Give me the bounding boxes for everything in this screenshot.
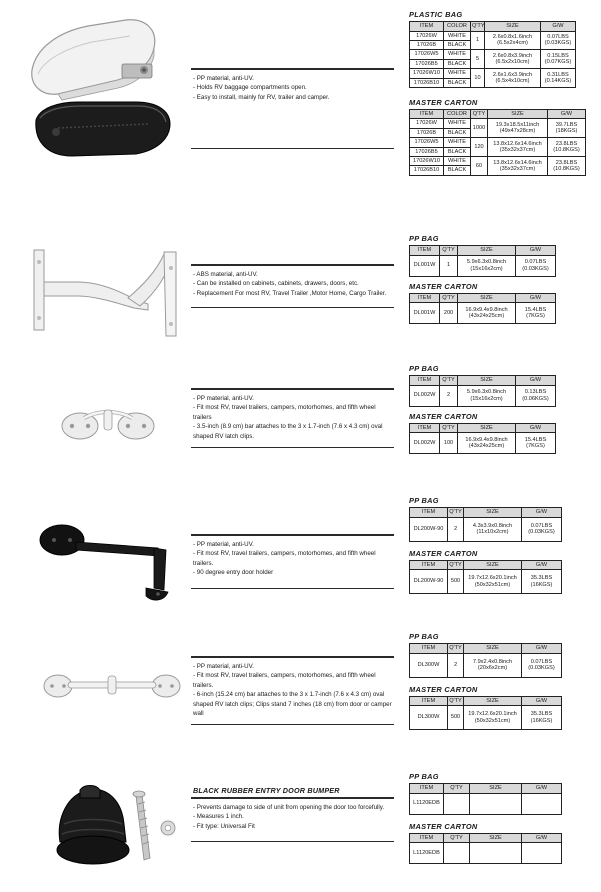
cell-qty: 2 bbox=[448, 653, 464, 677]
col-header: Q'TY bbox=[444, 784, 470, 794]
cell-item: DL002W bbox=[410, 385, 440, 406]
master-carton-table bbox=[409, 696, 562, 731]
cell-qty: 1 bbox=[440, 255, 458, 276]
cell-item: DL300W bbox=[410, 706, 448, 730]
col-header: ITEM bbox=[410, 508, 448, 518]
cell-color: BLACK bbox=[444, 59, 471, 68]
col-header: ITEM bbox=[410, 696, 448, 706]
master-carton-table bbox=[409, 833, 562, 865]
spec-tables-1 bbox=[409, 10, 584, 176]
cell-color: BLACK bbox=[444, 147, 471, 156]
col-header: Q'TY bbox=[440, 423, 458, 433]
col-header: ITEM bbox=[410, 293, 440, 303]
cell-qty: 60 bbox=[471, 157, 488, 176]
product-description-4 bbox=[191, 534, 394, 589]
col-header: G/W bbox=[522, 560, 562, 570]
cell-size: 13.8x12.6x14.6inch (35x32x37cm) bbox=[488, 138, 548, 157]
cell-size: 5.9x6.3x0.8inch (15x16x2cm) bbox=[458, 385, 516, 406]
bullet: - Prevents damage to side of unit from opening the door too forcefully. bbox=[193, 804, 385, 811]
cell-size: 19.7x12.6x20.1inch (50x32x51cm) bbox=[464, 706, 522, 730]
product-title: BLACK RUBBER ENTRY DOOR BUMPER bbox=[193, 786, 340, 795]
col-header: SIZE bbox=[485, 22, 541, 32]
col-header: ITEM bbox=[410, 22, 444, 32]
divider-bottom bbox=[191, 841, 394, 842]
cell-gw: 0.07LBS (0.03KGS) bbox=[541, 31, 576, 50]
table-title: PP BAG bbox=[409, 632, 439, 641]
cell-size: 7.9x2.4x0.8inch (20x6x2cm) bbox=[464, 653, 522, 677]
cell-gw: 0.31LBS (0.14KGS) bbox=[541, 69, 576, 88]
bullet: - 6-inch (15.24 cm) bar attaches to the 3 x 1.7-inch (7.6 x 4.3 cm) oval shaped RV latch clips; Clips stand 7 inches (18 cm) from door or camper wall bbox=[193, 691, 392, 718]
col-header: Q'TY bbox=[449, 697, 462, 704]
cell-size: 19.3x18.5x11inch (49x47x28cm) bbox=[488, 119, 548, 138]
col-header: SIZE bbox=[458, 423, 516, 433]
cell-item: DL002W bbox=[410, 433, 440, 454]
spec-tables-2 bbox=[409, 234, 584, 324]
divider-bottom bbox=[191, 148, 394, 149]
table-title: MASTER CARTON bbox=[409, 281, 478, 291]
cell-item: 17026B bbox=[410, 128, 444, 137]
cell-qty: 1000 bbox=[471, 119, 488, 138]
table-title: PP BAG bbox=[409, 772, 439, 781]
col-header: SIZE bbox=[470, 833, 522, 843]
table-title: MASTER CARTON bbox=[409, 684, 478, 694]
col-header: Q'TY bbox=[449, 561, 462, 568]
table-title: MASTER CARTON bbox=[409, 411, 478, 421]
cell-size: 5.9x6.3x0.8inch (15x16x2cm) bbox=[458, 255, 516, 276]
product-image-door-holder bbox=[18, 238, 188, 338]
table-title: PP BAG bbox=[409, 234, 439, 243]
cell-item: L1120EDB bbox=[410, 793, 444, 814]
cell-item: 17026W5 bbox=[410, 50, 444, 59]
cell-item: DL001W bbox=[410, 255, 440, 276]
pp-bag-table bbox=[409, 245, 556, 277]
cell-size: 19.7x12.6x20.1inch (50x32x51cm) bbox=[464, 570, 522, 594]
divider-bottom bbox=[191, 588, 394, 589]
col-header: Q'TY bbox=[449, 509, 462, 516]
cell-item: 17026B5 bbox=[410, 59, 444, 68]
spec-tables-4 bbox=[409, 496, 584, 594]
col-header: G/W bbox=[548, 109, 586, 119]
cell-gw: 0.07LBS (0.03KGS) bbox=[522, 517, 562, 541]
col-header: G/W bbox=[522, 833, 562, 843]
col-header: Q'TY bbox=[440, 293, 458, 303]
cell-qty: 10 bbox=[471, 69, 485, 88]
col-header: Q'TY bbox=[440, 246, 458, 256]
bullet: - Fit type: Universal Fit bbox=[193, 822, 255, 830]
cell-gw: 15.4LBS (7KGS) bbox=[516, 433, 556, 454]
pp-bag-table bbox=[409, 783, 562, 815]
col-header: ITEM bbox=[410, 423, 440, 433]
col-header: G/W bbox=[522, 644, 562, 654]
bullet: - ABS material, anti-UV. bbox=[193, 271, 258, 278]
cell-gw: 0.07LBS (0.03KGS) bbox=[516, 255, 556, 276]
cell-item: 17026W bbox=[410, 31, 444, 40]
cell-color: BLACK bbox=[444, 40, 471, 49]
cell-item: 17026B bbox=[410, 40, 444, 49]
bullet: - Replacement For most RV, Travel Trailer ,Motor Home, Cargo Trailer. bbox=[193, 289, 387, 297]
cell-item: 17026B10 bbox=[410, 78, 444, 87]
col-header: ITEM bbox=[410, 109, 444, 119]
cell-gw: 23.8LBS (10.8KGS) bbox=[548, 157, 586, 176]
cell-gw: 0.13LBS (0.06KGS) bbox=[516, 385, 556, 406]
table-title: MASTER CARTON bbox=[409, 821, 478, 831]
cell-item: L1120EDB bbox=[410, 843, 444, 864]
product-description-6 bbox=[191, 782, 394, 842]
table-title: MASTER CARTON bbox=[409, 548, 478, 558]
cell-qty: 200 bbox=[440, 303, 458, 324]
cell-item: DL200W-90 bbox=[410, 517, 448, 541]
cell-size bbox=[470, 843, 522, 864]
cell-item: 17026B5 bbox=[410, 147, 444, 156]
divider-bottom bbox=[191, 307, 394, 308]
table-title: PP BAG bbox=[409, 364, 439, 373]
product-description-3 bbox=[191, 388, 394, 448]
cell-qty: 5 bbox=[471, 50, 485, 69]
bullet: - Holds RV baggage compartments open. bbox=[193, 84, 307, 92]
product-image-90-degree-door-holder bbox=[18, 510, 188, 610]
col-header: Q'TY bbox=[444, 833, 470, 843]
col-header: SIZE bbox=[458, 246, 516, 256]
product-description-2 bbox=[191, 264, 394, 308]
cell-qty: 1 bbox=[471, 31, 485, 50]
cell-qty: 100 bbox=[440, 433, 458, 454]
product-image-rubber-door-bumper bbox=[18, 768, 188, 876]
col-header: G/W bbox=[516, 423, 556, 433]
col-header: G/W bbox=[516, 376, 556, 386]
bullet: - Easy to install, mainly for RV, trailer and camper. bbox=[193, 93, 330, 101]
cell-color: BLACK bbox=[444, 78, 471, 87]
cell-gw: 39.7LBS (18KGS) bbox=[548, 119, 586, 138]
bullet: - Fit most RV, travel trailers, campers, motorhomes, and fifth wheel trailers. bbox=[193, 550, 376, 567]
cell-item: DL200W-90 bbox=[410, 570, 448, 594]
cell-qty: 2 bbox=[448, 517, 464, 541]
spec-tables-6 bbox=[409, 772, 584, 864]
cell-gw: 23.8LBS (10.8KGS) bbox=[548, 138, 586, 157]
col-header: G/W bbox=[522, 508, 562, 518]
cell-item: 17026W bbox=[410, 119, 444, 128]
master-carton-table bbox=[409, 423, 556, 455]
pp-bag-table bbox=[409, 507, 562, 542]
col-header: G/W bbox=[516, 293, 556, 303]
cell-size: 4.3x3.9x0.8inch (11x10x2cm) bbox=[464, 517, 522, 541]
cell-gw: 35.3LBS (16KGS) bbox=[522, 706, 562, 730]
product-image-latch-clip-long bbox=[18, 650, 188, 720]
cell-item: 17026B10 bbox=[410, 166, 444, 175]
product-image-baggage-door-catch bbox=[18, 8, 188, 158]
cell-gw bbox=[522, 793, 562, 814]
col-header: SIZE bbox=[470, 784, 522, 794]
col-header: ITEM bbox=[410, 376, 440, 386]
cell-size: 2.6x1.6x3.9inch (6.5x4x10cm) bbox=[485, 69, 541, 88]
col-header: SIZE bbox=[464, 696, 522, 706]
cell-qty: 500 bbox=[448, 570, 464, 594]
bullet: - PP material, anti-UV. bbox=[193, 395, 254, 402]
bullet: - 3.5-inch (8.9 cm) bar attaches to the 3 x 1.7-inch (7.6 x 4.3 cm) oval shaped RV latch clips. bbox=[193, 423, 383, 440]
table-title: MASTER CARTON bbox=[409, 97, 478, 107]
cell-color: WHITE bbox=[444, 31, 471, 40]
divider-bottom bbox=[191, 447, 394, 448]
col-header: Q'TY bbox=[440, 376, 458, 386]
cell-color: WHITE bbox=[444, 138, 471, 147]
cell-item: 17026W5 bbox=[410, 138, 444, 147]
bullet: - Fit most RV, travel trailers, campers, motorhomes, and fifth wheel trailers bbox=[193, 404, 376, 421]
cell-size bbox=[470, 793, 522, 814]
pp-bag-table bbox=[409, 375, 556, 407]
cell-gw: 0.07LBS (0.03KGS) bbox=[522, 653, 562, 677]
cell-qty: 2 bbox=[440, 385, 458, 406]
bullet: - PP material, anti-UV. bbox=[193, 75, 254, 82]
cell-qty bbox=[444, 843, 470, 864]
col-header: Q'TY bbox=[449, 645, 462, 652]
cell-item: 17026W10 bbox=[410, 69, 444, 78]
col-header: ITEM bbox=[410, 784, 444, 794]
cell-color: WHITE bbox=[444, 157, 471, 166]
col-header: COLOR bbox=[444, 22, 471, 32]
cell-qty: 500 bbox=[448, 706, 464, 730]
col-header: Q'TY bbox=[471, 109, 488, 119]
col-header: SIZE bbox=[464, 644, 522, 654]
col-header: G/W bbox=[541, 22, 576, 32]
bullet: - Can be installed on cabinets, cabinets, drawers, doors, etc. bbox=[193, 280, 359, 288]
cell-size: 16.9x9.4x9.8inch (43x24x25cm) bbox=[458, 433, 516, 454]
cell-color: WHITE bbox=[444, 69, 471, 78]
cell-size: 13.8x12.6x14.6inch (35x32x37cm) bbox=[488, 157, 548, 176]
col-header: ITEM bbox=[410, 246, 440, 256]
cell-color: WHITE bbox=[444, 50, 471, 59]
product-description-5 bbox=[191, 656, 394, 725]
bullet: - Fit most RV, travel trailers, campers, motorhomes, and fifth wheel trailers. bbox=[193, 672, 376, 689]
col-header: SIZE bbox=[458, 293, 516, 303]
col-header: ITEM bbox=[410, 833, 444, 843]
col-header: SIZE bbox=[488, 109, 548, 119]
col-header: SIZE bbox=[458, 376, 516, 386]
col-header: G/W bbox=[522, 696, 562, 706]
cell-item: DL001W bbox=[410, 303, 440, 324]
plastic-bag-table bbox=[409, 21, 576, 88]
bullet: - PP material, anti-UV. bbox=[193, 663, 254, 670]
cell-item: 17026W10 bbox=[410, 157, 444, 166]
cell-color: BLACK bbox=[444, 166, 471, 175]
pp-bag-table bbox=[409, 643, 562, 678]
cell-color: WHITE bbox=[444, 119, 471, 128]
bullet: - PP material, anti-UV. bbox=[193, 541, 254, 548]
cell-size: 2.6x0.8x1.6inch (6.5x2x4cm) bbox=[485, 31, 541, 50]
bullet: - Measures 1 inch. bbox=[193, 813, 244, 821]
col-header: SIZE bbox=[464, 560, 522, 570]
product-description-1 bbox=[191, 68, 394, 149]
col-header: Q'TY bbox=[472, 23, 485, 30]
bullet: - 90 degree entry door holder bbox=[193, 569, 274, 577]
cell-size: 2.6x0.8x3.9inch (6.5x2x10cm) bbox=[485, 50, 541, 69]
cell-gw: 15.4LBS (7KGS) bbox=[516, 303, 556, 324]
col-header: G/W bbox=[522, 784, 562, 794]
col-header: G/W bbox=[516, 246, 556, 256]
cell-item: DL300W bbox=[410, 653, 448, 677]
spec-tables-5 bbox=[409, 632, 584, 730]
product-image-latch-clip-short bbox=[18, 380, 188, 460]
cell-gw: 35.3LBS (16KGS) bbox=[522, 570, 562, 594]
cell-gw: 0.15LBS (0.07KGS) bbox=[541, 50, 576, 69]
master-carton-table bbox=[409, 560, 562, 595]
cell-qty: 120 bbox=[471, 138, 488, 157]
cell-gw bbox=[522, 843, 562, 864]
col-header: SIZE bbox=[464, 508, 522, 518]
divider-bottom bbox=[191, 724, 394, 725]
col-header: COLOR bbox=[444, 109, 471, 119]
cell-qty bbox=[444, 793, 470, 814]
spec-tables-3 bbox=[409, 364, 584, 454]
cell-color: BLACK bbox=[444, 128, 471, 137]
master-carton-table bbox=[409, 293, 556, 325]
cell-size: 16.9x9.4x9.8inch (43x24x25cm) bbox=[458, 303, 516, 324]
table-title: PLASTIC BAG bbox=[409, 10, 463, 19]
master-carton-table bbox=[409, 109, 586, 176]
col-header: ITEM bbox=[410, 560, 448, 570]
col-header: ITEM bbox=[410, 644, 448, 654]
table-title: PP BAG bbox=[409, 496, 439, 505]
